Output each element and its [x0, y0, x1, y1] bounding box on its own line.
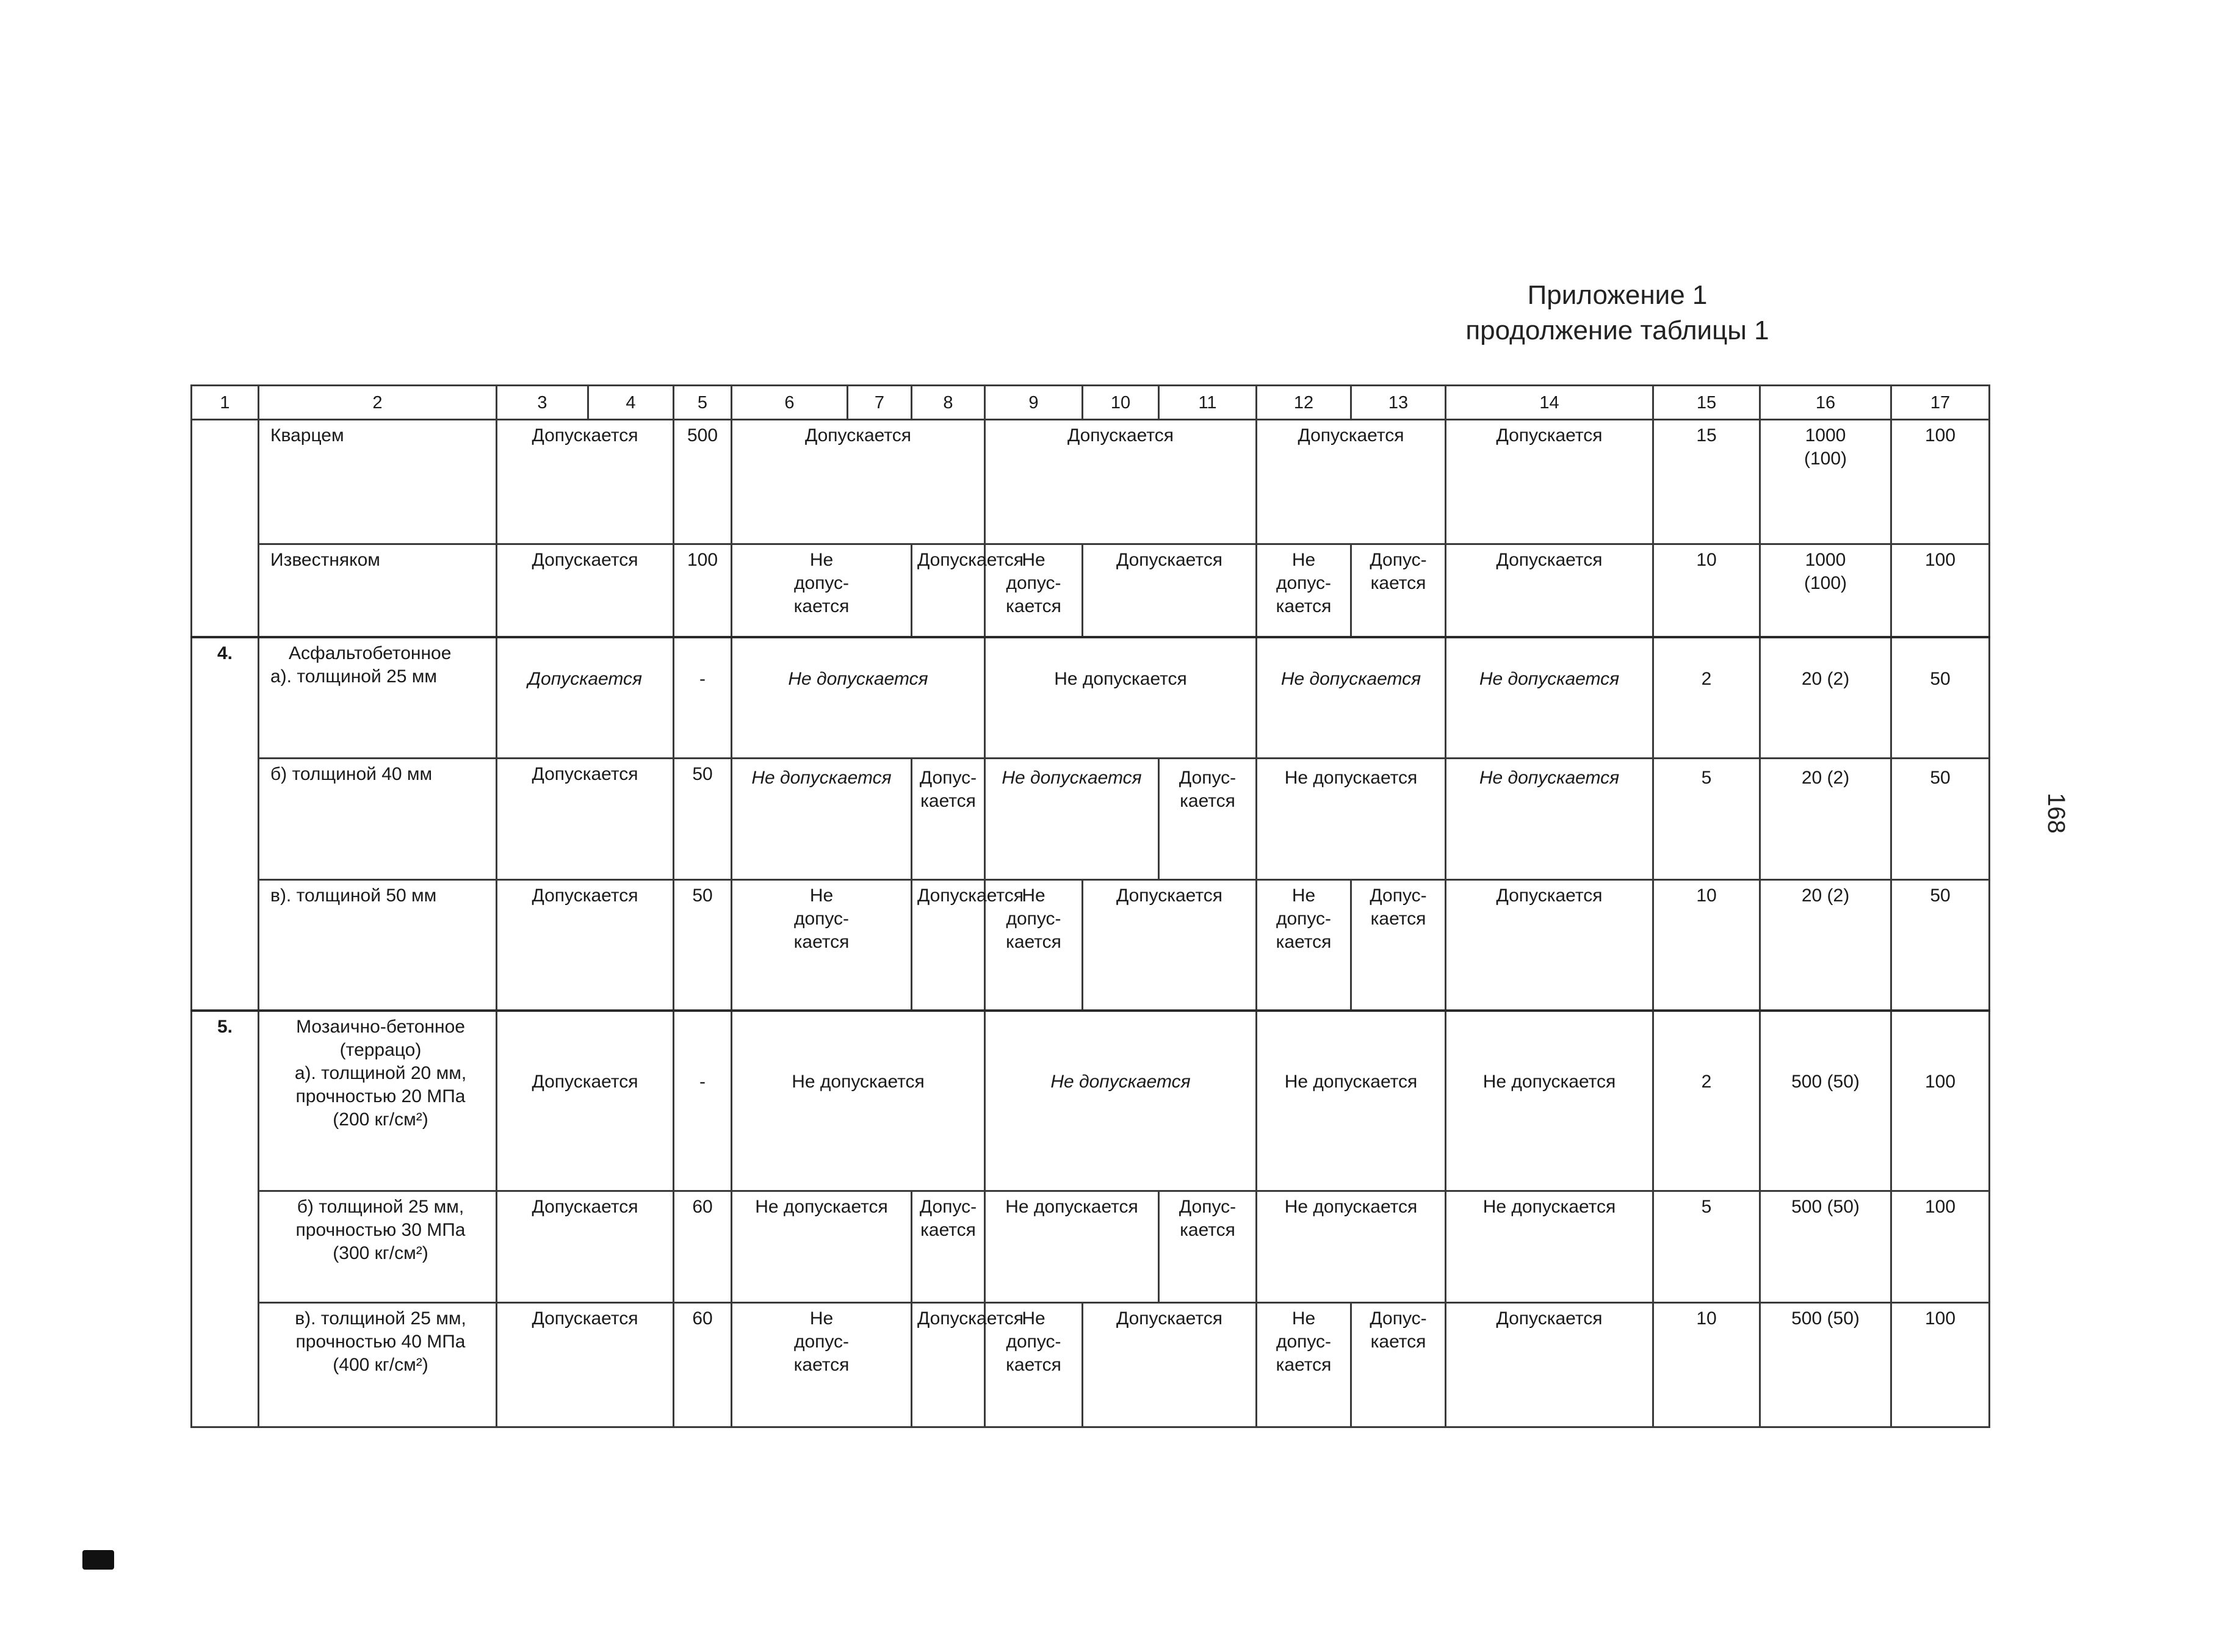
cell: Не допускается — [985, 637, 1257, 759]
material-variant: (300 кг/см²) — [333, 1243, 428, 1263]
cell-value: допус- — [1276, 909, 1332, 929]
material-group-title: Асфальтобетонное — [289, 643, 452, 664]
material-variant: прочностью 30 МПа — [295, 1219, 466, 1240]
cell: 500 (50) — [1760, 1011, 1891, 1191]
cell-value: кается — [1276, 932, 1332, 953]
cell: 100 — [1891, 1191, 1990, 1302]
table-row — [192, 420, 1990, 544]
cell: Не допускается — [1257, 1011, 1446, 1191]
cell-value: Не — [1022, 549, 1045, 570]
cell: Не допускается — [1257, 759, 1446, 880]
material-variant: прочностью 20 МПа — [295, 1086, 466, 1106]
col-header: 10 — [1083, 386, 1159, 420]
material-variant: прочностью 40 МПа — [295, 1332, 466, 1352]
cell-value: 1000 — [1805, 425, 1846, 446]
cell: 50 — [674, 759, 732, 880]
cell — [1760, 420, 1891, 544]
cell — [732, 1303, 912, 1427]
cell — [1257, 1303, 1351, 1427]
cell: 20 (2) — [1760, 637, 1891, 759]
cell-value: кается — [1276, 1355, 1332, 1376]
material-name — [259, 637, 497, 759]
cell: Допускается — [1446, 880, 1653, 1011]
col-header: 16 — [1760, 386, 1891, 420]
cell-value: Не — [1022, 886, 1045, 906]
cell: 50 — [674, 880, 732, 1011]
material-variant: (400 кг/см²) — [333, 1355, 428, 1376]
cell: Не допускается — [732, 759, 912, 880]
col-header: 15 — [1653, 386, 1760, 420]
cell: 5 — [1653, 759, 1760, 880]
cell: Допускается — [1083, 1303, 1257, 1427]
cell: 15 — [1653, 420, 1760, 544]
col-header: 8 — [912, 386, 985, 420]
cell: 100 — [1891, 1011, 1990, 1191]
cell-value: кается — [793, 596, 850, 616]
cell — [1351, 544, 1446, 637]
cell: Не допускается — [985, 1011, 1257, 1191]
cell — [1159, 759, 1257, 880]
cell-value: Допус- — [919, 1196, 977, 1217]
cell: 500 (50) — [1760, 1303, 1891, 1427]
col-header: 9 — [985, 386, 1083, 420]
cell-value: Допус- — [919, 768, 977, 788]
cell: Допускается — [912, 1303, 985, 1427]
norms-table — [190, 384, 1990, 1428]
cell-value: Не — [809, 549, 834, 570]
cell — [732, 544, 912, 637]
cell: 2 — [1653, 637, 1760, 759]
cell-value: допус- — [1276, 1332, 1332, 1352]
cell-value: Не — [1291, 549, 1316, 570]
cell-value: допус- — [793, 1332, 850, 1352]
cell-value: Допус- — [1179, 1196, 1237, 1217]
cell: 100 — [1891, 1303, 1990, 1427]
cell-value: кается — [793, 1355, 850, 1376]
cell-value: допус- — [793, 572, 850, 593]
cell: Допускается — [497, 544, 674, 637]
cell: Допускается — [1083, 544, 1257, 637]
cell-value: кается — [920, 1219, 976, 1240]
col-header: 3 — [497, 386, 588, 420]
cell: Допускается — [497, 1011, 674, 1191]
cell: 50 — [1891, 880, 1990, 1011]
cell: Не допускается — [985, 1191, 1159, 1302]
material-variant: б) толщиной 25 мм, — [297, 1196, 464, 1217]
cell-value: Не — [1022, 1308, 1045, 1329]
cell-value: кается — [1370, 909, 1426, 929]
cell-value: кается — [1006, 596, 1061, 616]
cell: Не допускается — [1257, 637, 1446, 759]
col-header: 7 — [848, 386, 912, 420]
col-header: 6 — [732, 386, 848, 420]
cell-value: допус- — [1276, 572, 1332, 593]
cell-value: Допус- — [1370, 886, 1427, 906]
cell — [732, 880, 912, 1011]
cell: Не допускается — [1446, 759, 1653, 880]
page-number: 168 — [2042, 793, 2070, 834]
material-variant: а). толщиной 20 мм, — [294, 1062, 467, 1083]
material-name: б) толщиной 40 мм — [259, 759, 497, 880]
norms-table-wrapper — [190, 384, 1988, 1428]
cell — [1257, 880, 1351, 1011]
cell: 5 — [1653, 1191, 1760, 1302]
material-group-subtitle: (террацо) — [339, 1039, 422, 1060]
cell: Допускается — [1083, 880, 1257, 1011]
material-name — [259, 1011, 497, 1191]
material-name — [259, 1191, 497, 1302]
cell: 60 — [674, 1303, 732, 1427]
col-header: 11 — [1159, 386, 1257, 420]
table-row — [192, 1011, 1990, 1191]
cell: 10 — [1653, 880, 1760, 1011]
col-header: 14 — [1446, 386, 1653, 420]
row-number-cell — [192, 420, 259, 638]
material-name: в). толщиной 50 мм — [259, 880, 497, 1011]
cell: Допускается — [912, 880, 985, 1011]
cell: Допускается — [1446, 1303, 1653, 1427]
cell-value: допус- — [1006, 1332, 1061, 1352]
material-group-title: Мозаично-бетонное — [296, 1016, 465, 1037]
material-variant: в). толщиной 25 мм, — [295, 1308, 466, 1329]
cell: Допускается — [1257, 420, 1446, 544]
cell — [912, 1191, 985, 1302]
cell: Не допускается — [732, 1011, 985, 1191]
cell: 2 — [1653, 1011, 1760, 1191]
table-row — [192, 637, 1990, 759]
cell-value: Допус- — [1370, 1308, 1427, 1329]
cell: Не допускается — [1257, 1191, 1446, 1302]
cell-value: кается — [920, 791, 976, 812]
cell: Допускается — [1446, 544, 1653, 637]
cell: Допускается — [497, 880, 674, 1011]
cell: 500 (50) — [1760, 1191, 1891, 1302]
cell-value: кается — [1006, 932, 1061, 953]
cell — [1760, 544, 1891, 637]
cell — [1159, 1191, 1257, 1302]
cell-value: кается — [1370, 572, 1426, 593]
cell — [1257, 544, 1351, 637]
cell: Допускается — [497, 759, 674, 880]
cell-value: допус- — [793, 909, 850, 929]
cell: 100 — [1891, 420, 1990, 544]
material-variant: (200 кг/см²) — [333, 1109, 428, 1130]
cell: Допускается — [732, 420, 985, 544]
cell-value: Не — [1291, 1308, 1316, 1329]
cell-value: 1000 — [1805, 549, 1846, 570]
cell-value: (100) — [1804, 572, 1847, 593]
table-row — [192, 544, 1990, 637]
cell: Не допускается — [732, 637, 985, 759]
cell: - — [674, 637, 732, 759]
cell: 50 — [1891, 637, 1990, 759]
cell-value: кается — [1006, 1355, 1061, 1376]
page-heading — [1404, 278, 1831, 348]
cell-value: Не — [809, 886, 834, 906]
cell: 10 — [1653, 544, 1760, 637]
col-header: 12 — [1257, 386, 1351, 420]
cell-value: (100) — [1804, 449, 1847, 469]
cell: 500 — [674, 420, 732, 544]
cell — [1351, 1303, 1446, 1427]
cell: 100 — [674, 544, 732, 637]
cell: 60 — [674, 1191, 732, 1302]
material-variant: а). толщиной 25 мм — [270, 666, 438, 687]
col-header: 1 — [192, 386, 259, 420]
table-row — [192, 759, 1990, 880]
cell: Допускается — [912, 544, 985, 637]
cell: Допускается — [497, 420, 674, 544]
cell-value: Не — [1291, 886, 1316, 906]
cell: Не допускается — [1446, 637, 1653, 759]
col-header: 13 — [1351, 386, 1446, 420]
material-name: Кварцем — [259, 420, 497, 544]
cell: Допускается — [497, 1303, 674, 1427]
cell-value: кается — [1180, 791, 1235, 812]
cell-value: Допус- — [1179, 768, 1237, 788]
col-header: 17 — [1891, 386, 1990, 420]
cell: Не допускается — [985, 759, 1159, 880]
cell: Не допускается — [732, 1191, 912, 1302]
cell: - — [674, 1011, 732, 1191]
cell-value: кается — [793, 932, 850, 953]
col-header: 5 — [674, 386, 732, 420]
row-number: 5. — [192, 1011, 259, 1427]
row-number: 4. — [192, 637, 259, 1010]
material-name: Известняком — [259, 544, 497, 637]
cell: Допускается — [985, 420, 1257, 544]
cell-value: Допус- — [1370, 549, 1427, 570]
cell: 20 (2) — [1760, 759, 1891, 880]
table-row — [192, 1303, 1990, 1427]
appendix-title: Приложение 1 — [1527, 280, 1708, 310]
cell: 10 — [1653, 1303, 1760, 1427]
cell: 100 — [1891, 544, 1990, 637]
column-number-row — [192, 386, 1990, 420]
cell-value: допус- — [1006, 572, 1061, 593]
cell: Допускается — [497, 1191, 674, 1302]
cell — [912, 759, 985, 880]
material-name — [259, 1303, 497, 1427]
table-continuation-title: продолжение таблицы 1 — [1465, 316, 1769, 345]
cell: Допускается — [497, 637, 674, 759]
cell — [1351, 880, 1446, 1011]
cell-value: допус- — [1006, 909, 1061, 929]
cell-value: Не — [809, 1308, 834, 1329]
table-row — [192, 880, 1990, 1011]
cell: Допускается — [1446, 420, 1653, 544]
col-header: 4 — [588, 386, 674, 420]
col-header: 2 — [259, 386, 497, 420]
cell: Не допускается — [1446, 1191, 1653, 1302]
cell-value: кается — [1276, 596, 1332, 616]
cell-value: кается — [1370, 1332, 1426, 1352]
cell: 50 — [1891, 759, 1990, 880]
table-row — [192, 1191, 1990, 1302]
cell: 20 (2) — [1760, 880, 1891, 1011]
cell: Не допускается — [1446, 1011, 1653, 1191]
scan-mark — [82, 1550, 114, 1570]
cell-value: кается — [1180, 1219, 1235, 1240]
